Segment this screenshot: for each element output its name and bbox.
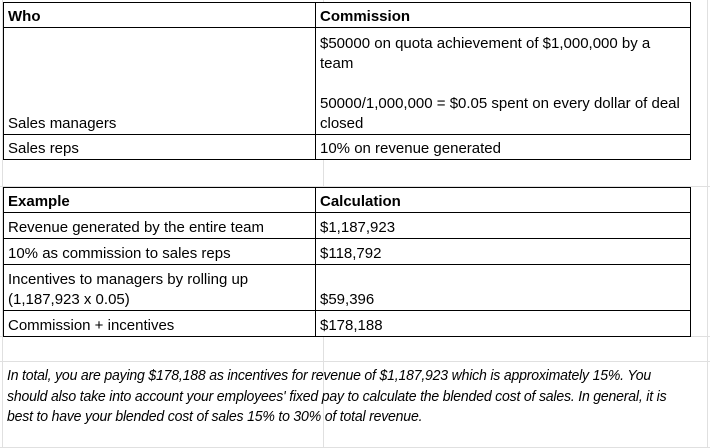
table-row [4, 265, 691, 311]
cell-calculation[interactable]: $178,188 [316, 311, 691, 337]
commission-text: $50000 on quota achievement of $1,000,000 by a team [320, 35, 651, 72]
gridline [707, 0, 708, 448]
example-table [3, 187, 691, 337]
table-row [4, 135, 691, 160]
table-row [4, 28, 691, 135]
cell-example[interactable] [4, 265, 316, 311]
summary-note[interactable]: In total, you are paying $178,188 as incentives for revenue of $1,187,923 which is approximately 15%. You should also take into account your employees' fixed pay to calculate the blended cost of sales. In general, it is best to have your blended cost of sales 15% to 30% of total revenue. [7, 368, 667, 425]
table-header-row [4, 3, 691, 28]
cell-calculation[interactable]: $118,792 [316, 239, 691, 265]
commission-table [3, 2, 691, 160]
table-row [4, 213, 691, 239]
cell-commission[interactable]: 10% on revenue generated [316, 135, 691, 160]
header-example[interactable]: Example [4, 188, 316, 213]
table-row [4, 311, 691, 337]
cell-calculation[interactable]: $59,396 [316, 265, 691, 311]
cell-example[interactable]: Revenue generated by the entire team [4, 213, 316, 239]
cell-example[interactable]: Commission + incentives [4, 311, 316, 337]
header-calculation[interactable]: Calculation [316, 188, 691, 213]
cell-example[interactable]: 10% as commission to sales reps [4, 239, 316, 265]
table-header-row [4, 188, 691, 213]
gridline [0, 361, 710, 362]
example-text: Incentives to managers by rolling up [8, 271, 249, 288]
example-text: (1,187,923 x 0.05) [8, 291, 130, 308]
cell-who[interactable]: Sales reps [4, 135, 316, 160]
header-who[interactable]: Who [4, 3, 316, 28]
cell-who[interactable]: Sales managers [4, 28, 316, 135]
commission-text: 50000/1,000,000 = $0.05 spent on every dollar of deal closed [320, 95, 680, 132]
header-commission[interactable]: Commission [316, 3, 691, 28]
table-row [4, 239, 691, 265]
cell-calculation[interactable]: $1,187,923 [316, 213, 691, 239]
cell-commission[interactable] [316, 28, 691, 135]
